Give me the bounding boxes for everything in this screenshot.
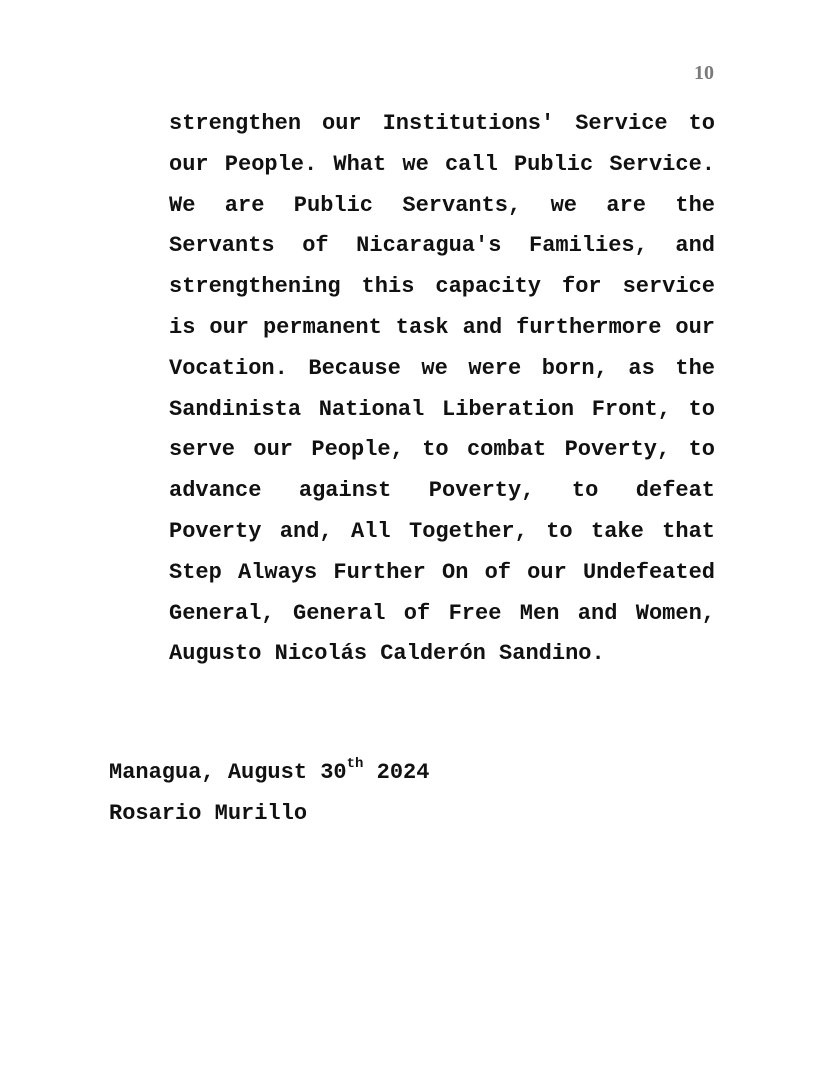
body-paragraph: strengthen our Institutions' Service to our People. What we call Public Service. We are Public Servants, we are the Servants of Nicaragua's Families, and strengthening this capacity for service is our permanent task and furthermore our Vocation. Because we were born, as the Sandinista National Liberation Front, to serve our People, to combat Poverty, to advance against Poverty, to defeat Poverty and, All Together, to take that Step Always Further On of our Undefeated General, General of Free Men and Women, Augusto Nicolás Calderón Sandino. [169,111,715,667]
signatory-name: Rosario Murillo [109,800,308,826]
page-number: 10 [694,62,714,84]
place-and-date [109,753,429,794]
date-ordinal-suffix: th [346,755,364,772]
place-date-text: Managua, August 30 [109,760,347,785]
date-year: 2024 [363,760,430,785]
closing-block [109,753,429,835]
